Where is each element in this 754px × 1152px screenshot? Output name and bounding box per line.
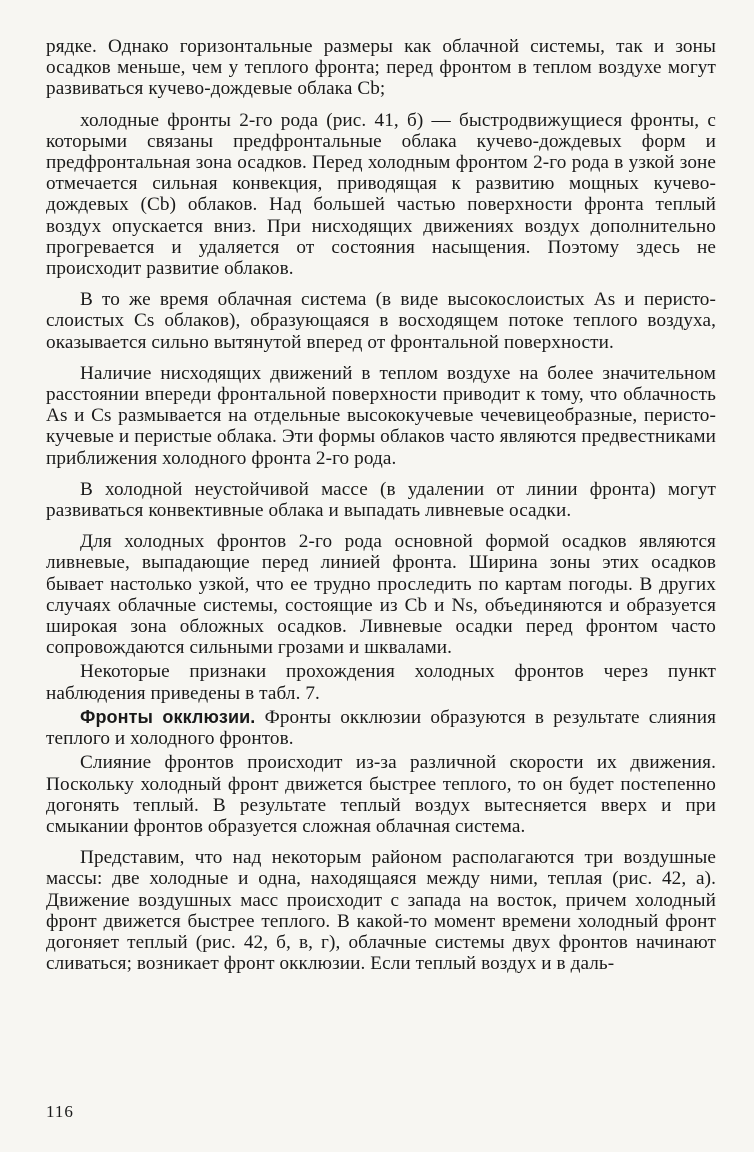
paragraph-5: В холодной неустойчивой массе (в удалении от линии фронта) могут развиваться конвективные облака и выпадать ливневые осадки. xyxy=(46,478,716,522)
paragraph-9: Слияние фронтов происходит из-за различной скорости их движения. Поскольку холодный фронт движется быстрее теплого, то он будет постепенно догонять теплый. В результате теплый воздух вытесняется вверх и при смыкании фронтов образуется сложная облачная система. xyxy=(46,752,716,837)
paragraph-8 xyxy=(46,707,716,749)
paragraph-7: Некоторые признаки прохождения холодных фронтов через пункт наблюдения приведены в табл. 7. xyxy=(46,661,716,704)
paragraph-3: В то же время облачная система (в виде высокослоистых As и перисто-слоистых Cs облаков), образующаяся в восходящем потоке теплого воздуха, оказывается сильно вытянутой вперед от фронтальной поверхности. xyxy=(46,289,716,353)
paragraph-8-text: Фронты окклюзии образуются в результате слияния теплого и холодного фронтов. xyxy=(46,706,717,750)
section-heading-occlusion: Фронты окклюзии. xyxy=(80,706,256,727)
paragraph-6: Для холодных фронтов 2-го рода основной формой осадков являются ливневые, выпадающие перед линией фронта. Ширина зоны этих осадков бывает настолько узкой, что ее трудно проследить по картам погоды. В других случаях облачные системы, состоящие из Cb и Ns, объединяются и образуется широкая зона обложных осадков. Ливневые осадки перед фронтом часто сопровождаются сильными грозами и шквалами. xyxy=(46,531,716,659)
page-number: 116 xyxy=(46,1102,74,1121)
paragraph-1: рядке. Однако горизонтальные размеры как облачной системы, так и зоны осадков меньше, чем у теплого фронта; перед фронтом в теплом воздухе могут развиваться кучево-дождевые облака Cb; xyxy=(46,36,716,100)
paragraph-4: Наличие нисходящих движений в теплом воздухе на более значительном расстоянии впереди фронтальной поверхности приводит к тому, что облачность As и Cs размывается на отдельные высококучевые чечевицеобразные, перисто-кучевые и перистые облака. Эти формы облаков часто являются предвестниками приближения холодного фронта 2-го рода. xyxy=(46,362,716,469)
paragraph-10: Представим, что над некоторым районом располагаются три воздушные массы: две холодные и одна, находящаяся между ними, теплая (рис. 42, а). Движение воздушных масс происходит с запада на восток, причем холодный фронт движется быстрее теплого. В какой-то момент времени холодный фронт догоняет теплый (рис. 42, б, в, г), облачные системы двух фронтов начинают сливаться; возникает фронт окклюзии. Если теплый воздух и в даль- xyxy=(46,847,716,975)
paragraph-2: холодные фронты 2-го рода (рис. 41, б) — быстродвижущиеся фронты, с которыми связаны предфронтальные облака кучево-дождевых форм и предфронтальная зона осадков. Перед холодным фронтом 2-го рода в узкой зоне отмечается сильная конвекция, приводящая к развитию мощных кучево-дождевых (Cb) облаков. Над большей частью поверхности фронта теплый воздух опускается вниз. При нисходящих движениях воздух дополнительно прогревается и удаляется от состояния насыщения. Поэтому здесь не происходит развитие облаков. xyxy=(46,109,716,280)
